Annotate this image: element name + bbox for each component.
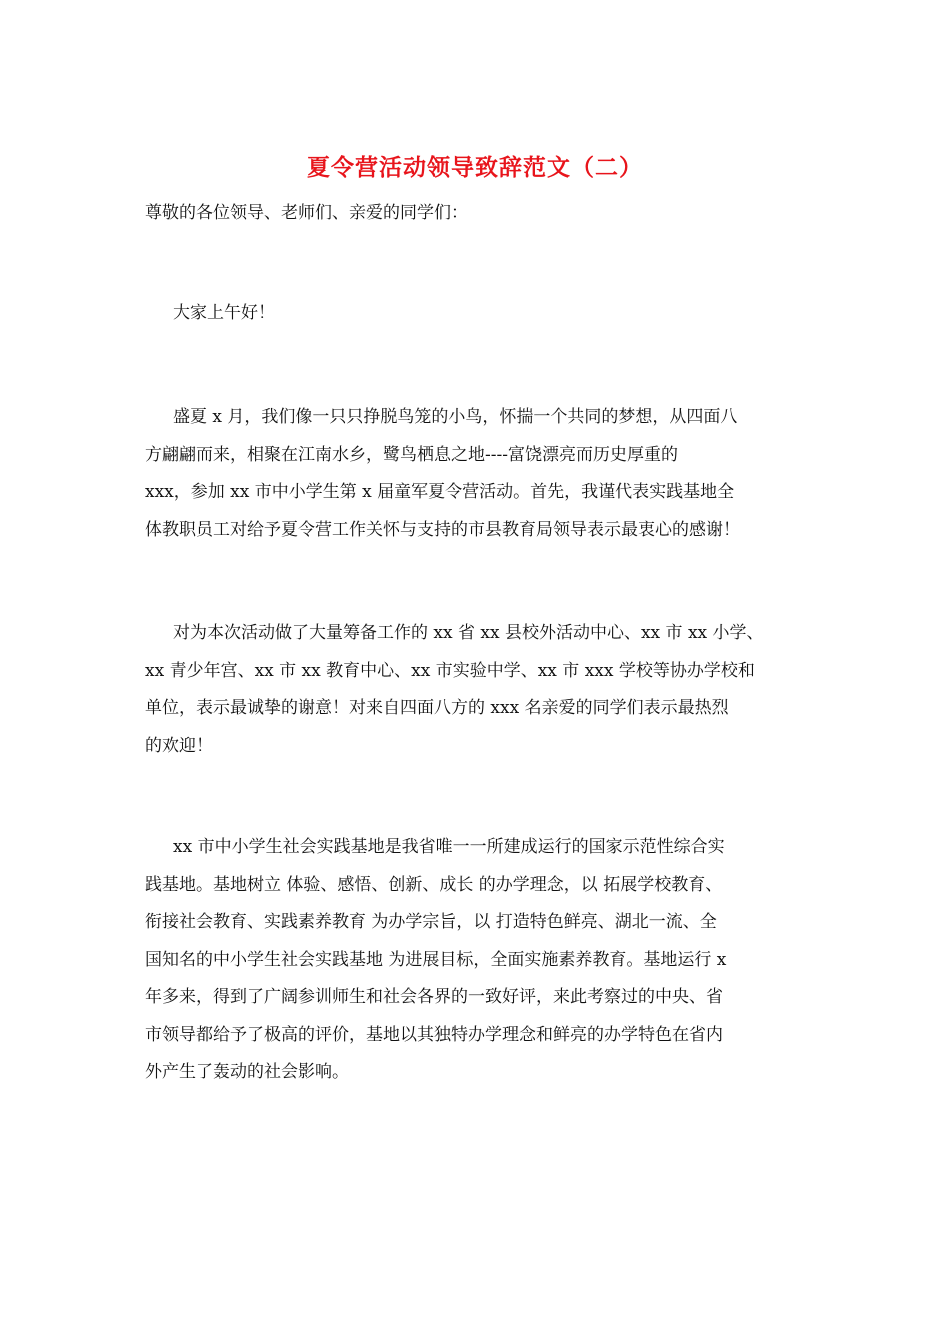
greeting-line: 大家上午好！ xyxy=(173,303,275,323)
paragraph-line: 践基地。基地树立 体验、感悟、创新、成长 的办学理念，以 拓展学校教育、 xyxy=(145,874,723,895)
greeting-paragraph xyxy=(145,295,810,333)
paragraph-line: 外产生了轰动的社会影响。 xyxy=(145,1062,349,1082)
paragraph-line: 盛夏 x 月，我们像一只只挣脱鸟笼的小鸟，怀揣一个共同的梦想，从四面八 xyxy=(173,407,738,427)
paragraph-2 xyxy=(145,615,810,765)
paragraph-line: xx 青少年宫、xx 市 xx 教育中心、xx 市实验中学、xx 市 xxx 学校等协办学校和 xyxy=(145,660,755,681)
paragraph-line: 体教职员工对给予夏令营工作关怀与支持的市县教育局领导表示最衷心的感谢！ xyxy=(145,519,740,540)
paragraph-3 xyxy=(145,829,810,1092)
paragraph-line: 国知名的中小学生社会实践基地 为进展目标，全面实施素养教育。基地运行 x xyxy=(145,949,727,970)
paragraph-line: 对为本次活动做了大量筹备工作的 xx 省 xx 县校外活动中心、xx 市 xx 小学、 xyxy=(173,623,764,643)
paragraph-line: 方翩翩而来，相聚在江南水乡，鹭鸟栖息之地----富饶漂亮而历史厚重的 xyxy=(145,444,678,465)
paragraph-line: xx 市中小学生社会实践基地是我省唯一一所建成运行的国家示范性综合实 xyxy=(173,837,725,857)
paragraph-line: 年多来，得到了广阔参训师生和社会各界的一致好评，来此考察过的中央、省 xyxy=(145,987,723,1007)
paragraph-line: xxx，参加 xx 市中小学生第 x 届童军夏令营活动。首先，我谨代表实践基地全 xyxy=(145,482,735,502)
paragraph-line: 市领导都给予了极高的评价，基地以其独特办学理念和鲜亮的办学特色在省内 xyxy=(145,1024,723,1045)
paragraph-line: 衔接社会教育、实践素养教育 为办学宗旨，以 打造特色鲜亮、湖北一流、全 xyxy=(145,912,717,932)
paragraph-line: 的欢迎！ xyxy=(145,735,213,756)
paragraph-line: 单位，表示最诚挚的谢意！对来自四面八方的 xxx 名亲爱的同学们表示最热烈 xyxy=(145,698,729,718)
paragraph-1 xyxy=(145,399,810,549)
salutation: 尊敬的各位领导、老师们、亲爱的同学们： xyxy=(145,203,468,223)
document-title: 夏令营活动领导致辞范文（二） xyxy=(307,154,643,181)
